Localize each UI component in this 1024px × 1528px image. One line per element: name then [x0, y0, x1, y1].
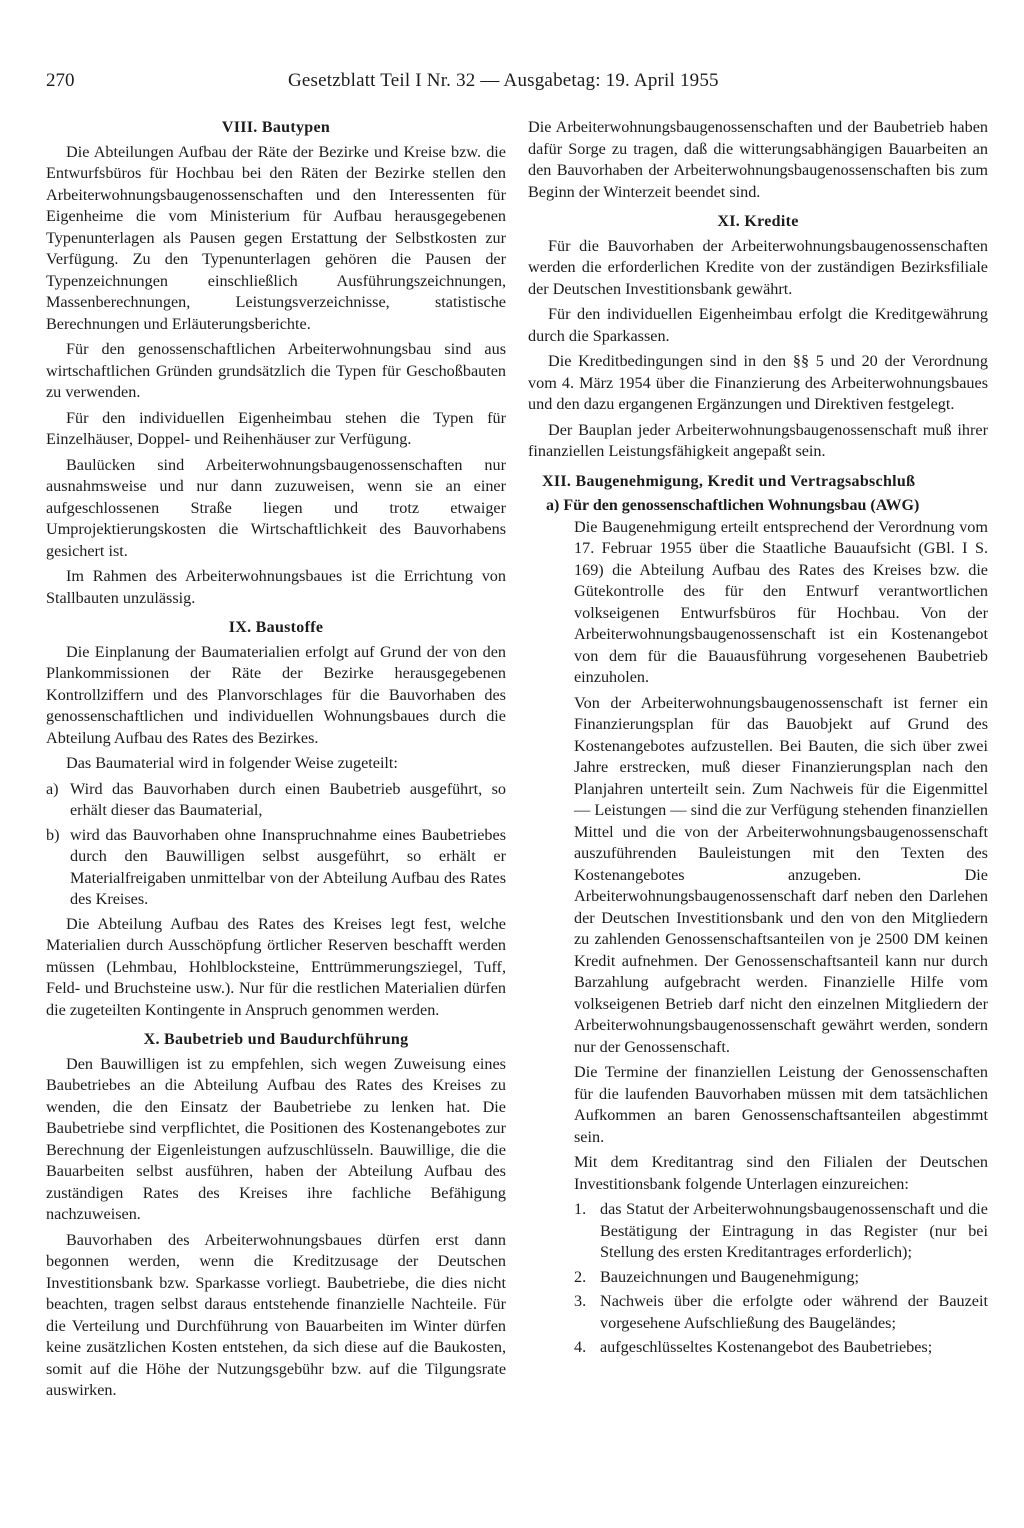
paragraph: Die Baugenehmigung erteilt entsprechend der Verordnung vom 17. Februar 1955 über die Staatliche Bauaufsicht (GBl. I S. 169) die Abteilung Aufbau des Rates des Kreises bzw. die Gütekontrolle des für den Entwurf verantwortlichen volkseigenen Entwurfsbüros für Hochbau. Von der Arbeiterwohnungsbaugenossenschaft ist ein Kostenangebot von dem für die Bauausführung vorgesehenen Baubetrieb einzuholen.: [574, 517, 988, 686]
page-number: 270: [46, 70, 75, 91]
section-heading-xi: XI. Kredite: [717, 213, 799, 230]
subsection-heading-a: a) Für den genossenschaftlichen Wohnungsbau (AWG): [546, 497, 920, 514]
list-item: [46, 779, 506, 822]
list-item: [574, 1267, 988, 1289]
paragraph: Für den genossenschaftlichen Arbeiterwohnungsbau sind aus wirtschaftlichen Gründen grundsätzlich die Typen für Geschoßbauten zu verwenden.: [46, 340, 506, 401]
list-item-text: wird das Bauvorhaben ohne Inanspruchnahme eines Baubetriebes durch den Bauwilligen selbst ausgeführt, so erhält er Materialfreigaben unmittelbar von der Abteilung Aufbau des Rates des Kreises.: [70, 825, 506, 908]
paragraph: Die Kreditbedingungen sind in den §§ 5 und 20 der Verordnung vom 4. März 1954 über die Finanzierung des Arbeiterwohnungsbaues und den dazu ergangenen Ergänzungen und Direktiven festgelegt.: [528, 352, 988, 413]
section-heading-ix: IX. Baustoffe: [228, 619, 324, 636]
section-heading-viii: VIII. Bautypen: [221, 119, 331, 136]
list-marker: b): [46, 825, 60, 844]
list-item-text: Nachweis über die erfolgte oder während der Bauzeit vorgesehene Aufschließung des Baugeländes;: [600, 1292, 988, 1332]
document-list: [528, 1199, 988, 1359]
paragraph: Die Einplanung der Baumaterialien erfolgt auf Grund der von den Plankommissionen der Räte der Bezirke herausgegebenen Kontrollziffern und des Planvorschlages für die Bauvorhaben des genossenschaftlichen und individuellen Wohnungsbaues durch die Abteilung Aufbau des Rates des Bezirkes.: [46, 642, 506, 747]
paragraph: Die Abteilung Aufbau des Rates des Kreises legt fest, welche Materialien durch Ausschöpfung örtlicher Reserven beschafft werden müssen (Lehmbau, Hohlblocksteine, Enttrümmerungsziegel, Tuff, Feld- und Bruchsteine usw.). Nur für die restlichen Materialien dürfen die zugeteilten Kontingente in Anspruch genommen werden.: [46, 914, 506, 1019]
paragraph: Mit dem Kreditantrag sind den Filialen der Deutschen Investitionsbank folgende Unterlagen einzureichen:: [574, 1153, 988, 1193]
list-item: [46, 825, 506, 911]
list-marker: 3.: [574, 1292, 587, 1310]
paragraph: Der Bauplan jeder Arbeiterwohnungsbaugenossenschaft muß ihrer finanziellen Leistungsfähigkeit angepaßt sein.: [528, 420, 988, 460]
paragraph: Für den individuellen Eigenheimbau stehen die Typen für Einzelhäuser, Doppel- und Reihenhäuser zur Verfügung.: [46, 408, 506, 448]
section-heading-x: X. Baubetrieb und Baudurchführung: [143, 1031, 409, 1048]
paragraph: Im Rahmen des Arbeiterwohnungsbaues ist die Errichtung von Stallbauten unzulässig.: [46, 567, 506, 607]
paragraph: Baulücken sind Arbeiterwohnungsbaugenossenschaften nur ausnahmsweise und nur dann zuzuweisen, wenn sie an einer aufgeschlossenen Straße liegen und trotz etwaiger Umprojektierungskosten die Wirtschaftlichkeit des Bauvorhabens gesichert ist.: [46, 455, 506, 560]
list-item: [574, 1291, 988, 1334]
page-header: [46, 70, 976, 96]
left-column: [46, 117, 506, 1406]
list-item-text: das Statut der Arbeiterwohnungsbaugenossenschaft und die Bestätigung der Eintragung in das Register (nur bei Stellung des ersten Kreditantrages erforderlich);: [600, 1200, 988, 1261]
paragraph: Die Arbeiterwohnungsbaugenossenschaften und der Baubetrieb haben dafür Sorge zu tragen, daß die witterungsabhängigen Bauarbeiten an den Bauvorhaben der Arbeiterwohnungsbaugenossenschaften bis zum Beginn der Winterzeit beendet sind.: [528, 118, 988, 201]
paragraph: Für die Bauvorhaben der Arbeiterwohnungsbaugenossenschaften werden die erforderlichen Kredite von der zuständigen Bezirksfiliale der Deutschen Investitionsbank gewährt.: [528, 236, 988, 298]
list-item-text: Bauzeichnungen und Baugenehmigung;: [600, 1267, 859, 1286]
list-item-text: Wird das Bauvorhaben durch einen Baubetrieb ausgeführt, so erhält dieser das Baumaterial,: [70, 779, 506, 819]
list-marker: 1.: [574, 1200, 587, 1218]
list-marker: 2.: [574, 1267, 587, 1286]
section-heading-xii: XII. Baugenehmigung, Kredit und Vertragsabschluß: [542, 472, 916, 490]
paragraph: Die Abteilungen Aufbau der Räte der Bezirke und Kreise bzw. die Entwurfsbüros für Hochbau bei den Räten der Bezirke stellen den Arbeiterwohnungsbaugenossenschaften und den Interessenten für Eigenheime die vom Ministerium für Aufbau herausgegebenen Typenunterlagen als Pausen gegen Erstattung der Selbstkosten zur Verfügung. Zu den Typenunterlagen gehören die Pausen der Typenzeichnungen einschließlich Ausführungszeichnungen, Massenberechnungen, Leistungsverzeichnisse, statistische Berechnungen und Erläuterungsberichte.: [46, 142, 506, 333]
paragraph: Den Bauwilligen ist zu empfehlen, sich wegen Zuweisung eines Baubetriebes an die Abteilung Aufbau des Rates des Kreises zu wenden, die den Einsatz der Baubetriebe zu lenken hat. Die Baubetriebe sind verpflichtet, die Positionen des Kostenangebotes zur Berechnung der Eigenleistungen aufzuschlüsseln. Bauwillige, die die Bauarbeiten selbst ausführen, haben der Abteilung Aufbau des zuständigen Rates des Kreises ihre fachliche Befähigung nachzuweisen.: [46, 1054, 506, 1223]
paragraph: Die Termine der finanziellen Leistung der Genossenschaften für die laufenden Bauvorhaben müssen mit dem tatsächlichen Aufkommen an baren Genossenschaftsanteilen abgestimmt sein.: [574, 1063, 988, 1146]
running-title: Gesetzblatt Teil I Nr. 32 — Ausgabetag: 19. April 1955: [288, 70, 719, 91]
list-item-text: aufgeschlüsseltes Kostenangebot des Baubetriebes;: [600, 1338, 933, 1356]
list-item: [574, 1337, 988, 1359]
subsection-body: [528, 517, 988, 1196]
paragraph: Von der Arbeiterwohnungsbaugenossenschaft ist ferner ein Finanzierungsplan für das Bauobjekt auf Grund des Kostenangebotes aufzustellen. Bei Bauten, die sich über zwei Jahre erstrecken, muß dieser Finanzierungsplan nach den Planjahren unterteilt sein. Zum Nachweis für die Eigenmittel — Leistungen — sind die zur Verfügung stehenden finanziellen Mittel und die von der Arbeiterwohnungsbaugenossenschaft auszuführenden Bauleistungen mit den Texten des Kostenangebotes anzugeben. Die Arbeiterwohnungsbaugenossenschaft darf neben den Darlehen der Deutschen Investitionsbank und den von den Mitgliedern zu zahlenden Genossenschaftsanteilen von je 2500 DM keinen Kredit aufnehmen. Der Genossenschaftsanteil kann nur durch Barzahlung aufgebracht werden. Finanzielle Hilfe vom volkseigenen Betrieb darf nicht den einzelnen Mitgliedern der Arbeiterwohnungsbaugenossenschaft gewährt werden, sondern nur der Genossenschaft.: [574, 693, 988, 1056]
right-column: [528, 117, 988, 1362]
paragraph: Bauvorhaben des Arbeiterwohnungsbaues dürfen erst dann begonnen werden, wenn die Kreditzusage der Deutschen Investitionsbank bzw. Sparkasse vorliegt. Baubetriebe, die dies nicht beachten, tragen selbst daraus entstehende finanzielle Nachteile. Für die Verteilung und Durchführung von Bauarbeiten im Winter dürfen keine zusätzlichen Kosten entstehen, da sich diese auf die Baukosten, somit auf die Höhe der Nutzungsgebühr bzw. auf die Tilgungsrate auswirken.: [46, 1230, 506, 1399]
list-item: [574, 1199, 988, 1264]
paragraph: Das Baumaterial wird in folgender Weise zugeteilt:: [66, 754, 398, 772]
list-marker: a): [46, 779, 59, 798]
paragraph: Für den individuellen Eigenheimbau erfolgt die Kreditgewährung durch die Sparkassen.: [528, 305, 988, 345]
list-marker: 4.: [574, 1338, 587, 1356]
